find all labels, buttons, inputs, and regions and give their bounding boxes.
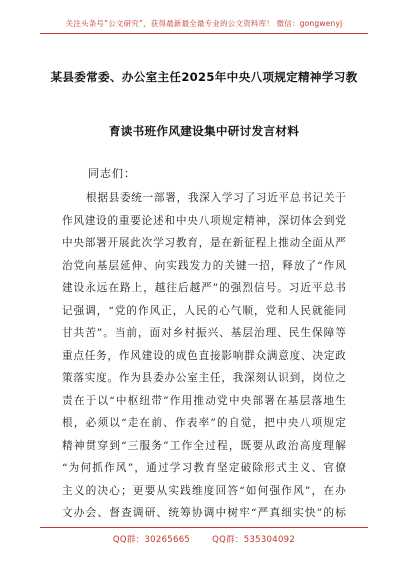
document-title-line-1: 某县委常委、办公室主任2025年中央八项规定精神学习教 [50, 70, 358, 84]
body-line: 重点任务，作风建设的成色直接影响群众满意度、决定政 [62, 350, 346, 362]
footer-contact [0, 533, 408, 545]
body-line: 作风建设的重要论述和中央八项规定精神，深切体会到党 [62, 215, 346, 227]
body-line: 根据县委统一部署，我深入学习了习近平总书记关于 [86, 192, 346, 204]
body-line: 记强调，“党的作风正，人民的心气顺，党和人民就能同 [62, 305, 346, 317]
body-line: 责在于以“中枢纽带”作用推动党中央部署在基层落地生 [62, 395, 346, 407]
body-line: 建设永远在路上，越往后越严”的强烈信号。习近平总书 [62, 282, 346, 294]
body-line: 甘共苦”。当前，面对乡村振兴、基层治理、民生保障等 [62, 327, 346, 339]
body-line: 中央部署开展此次学习教育，是在新征程上推动全面从严 [62, 237, 346, 249]
body-line: 治党向基层延伸、向实践发力的关键一招，释放了“作风 [62, 260, 346, 272]
header-promo-note: 关注头条号“公文研究”，获得最新最全最专业的公文资料库！ 微信：gongwenyj [65, 19, 343, 28]
footer-qq-group-1: QQ群：30265665 [112, 535, 191, 545]
footer-divider [40, 527, 368, 528]
body-line: 精神贯穿到“三服务”工作全过程，既要从政治高度理解 [62, 440, 346, 452]
body-line: 主义的决心；更要从实践维度回答“如何强作风”，在办 [62, 485, 346, 497]
salutation: 同志们： [88, 167, 136, 180]
footer-qq-group-2: QQ群：535304092 [212, 535, 296, 545]
body-line: 策落实度。作为县委办公室主任，我深刻认识到，岗位之 [62, 372, 346, 384]
document-title-line-2: 育读书班作风建设集中研讨发言材料 [108, 124, 300, 138]
body-line: 根，必须以“走在前、作表率”的自觉，把中央八项规定 [62, 417, 346, 429]
body-line: 文办会、督查调研、统筹协调中树牢“严真细实快”的标 [62, 507, 346, 519]
body-line: “为何抓作风”，通过学习教育坚定破除形式主义、官僚 [62, 462, 346, 474]
header-divider [40, 33, 368, 34]
